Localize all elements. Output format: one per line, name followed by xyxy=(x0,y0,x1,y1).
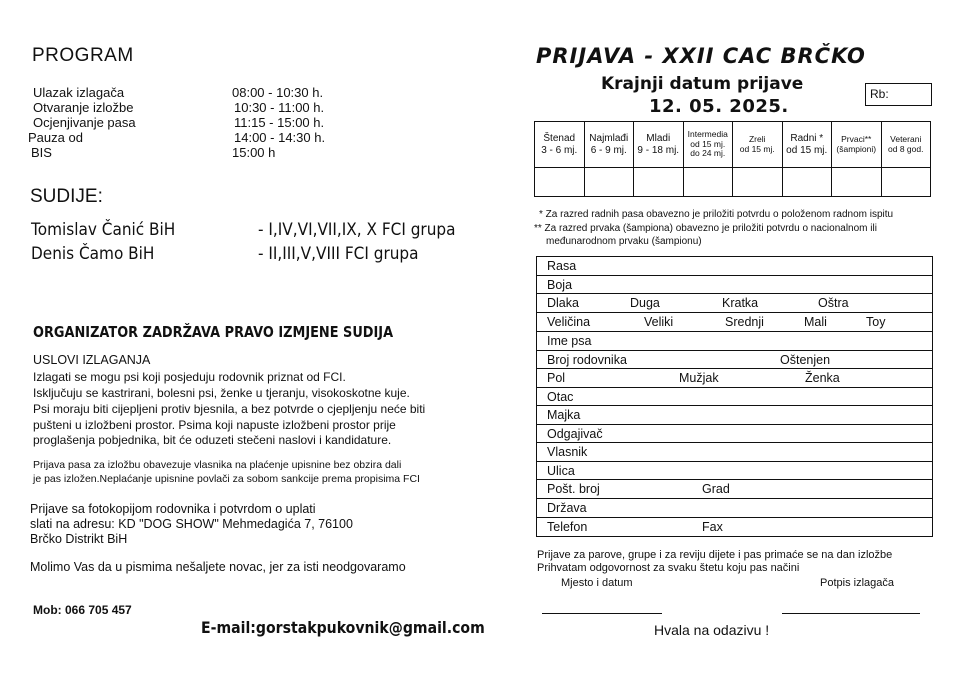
judge-groups: - II,III,V,VIII FCI grupa xyxy=(258,244,419,264)
option-duga[interactable]: Duga xyxy=(630,296,660,310)
option-mali[interactable]: Mali xyxy=(804,315,827,329)
form-row-velicina[interactable] xyxy=(537,313,932,332)
entry-form xyxy=(536,256,933,537)
form-row-dlaka[interactable] xyxy=(537,294,932,313)
form-row-majka[interactable] xyxy=(537,406,932,425)
conditions-title: USLOVI IZLAGANJA xyxy=(33,353,151,367)
class-checkbox-row xyxy=(535,168,931,197)
declaration-line: Prijave za parove, grupe i za reviju dijete i pas primaće se na dan izložbe xyxy=(537,549,893,561)
judges-title: SUDIJE: xyxy=(30,186,103,207)
class-checkbox-cell[interactable] xyxy=(634,168,684,197)
class-veterani: Veterani od 8 god. xyxy=(881,122,931,168)
form-label: Odgajivač xyxy=(547,427,603,441)
form-row-ulica[interactable] xyxy=(537,462,932,480)
form-row-pol[interactable] xyxy=(537,369,932,388)
class-checkbox-cell[interactable] xyxy=(832,168,882,197)
rb-field[interactable] xyxy=(865,83,932,106)
conditions-line: proglašenja pobjednika, bit će oduzeti stečeni naslovi i kandidature. xyxy=(33,433,392,447)
form-row-vlasnik[interactable] xyxy=(537,443,932,462)
option-veliki[interactable]: Veliki xyxy=(644,315,674,329)
address-line: slati na adresu: KD "DOG SHOW" Mehmedagića 7, 76100 xyxy=(30,517,353,531)
deadline-label: Krajnji datum prijave xyxy=(601,74,804,94)
place-date-line[interactable] xyxy=(542,613,662,614)
class-checkbox-cell[interactable] xyxy=(535,168,585,197)
form-row-rasa[interactable] xyxy=(537,257,932,276)
thanks-text: Hvala na odazivu ! xyxy=(654,622,770,638)
class-header-row xyxy=(535,122,931,168)
payment-note-line: Prijava pasa za izložbu obavezuje vlasnika na plaćenje upisnine bez obzira dali xyxy=(33,459,402,471)
schedule-time: 14:00 - 14:30 h. xyxy=(234,130,326,145)
schedule-label: Pauza od xyxy=(28,130,83,145)
class-najmladi: Najmlađi 6 - 9 mj. xyxy=(584,122,634,168)
schedule-label: Otvaranje izložbe xyxy=(33,100,134,115)
class-table xyxy=(534,121,931,197)
form-row-otac[interactable] xyxy=(537,388,932,406)
conditions-line: Izlagati se mogu psi koji posjeduju rodovnik priznat od FCI. xyxy=(33,370,346,384)
form-row-telefon[interactable] xyxy=(537,518,932,537)
option-zenka[interactable]: Ženka xyxy=(805,371,840,385)
option-kratka[interactable]: Kratka xyxy=(722,296,759,310)
signature-line[interactable] xyxy=(782,613,920,614)
conditions-line: pušteni u izložbeni prostor. Psima koji napuste izložbeni prostor prije xyxy=(33,418,396,432)
signature-label: Potpis izlagača xyxy=(820,577,894,589)
form-row-boja[interactable] xyxy=(537,276,932,294)
field-fax-label: Fax xyxy=(702,520,723,534)
form-label: Vlasnik xyxy=(547,445,588,459)
option-toy[interactable]: Toy xyxy=(866,315,886,329)
form-label: Veličina xyxy=(547,315,591,329)
option-srednji[interactable]: Srednji xyxy=(725,315,764,329)
program-title: PROGRAM xyxy=(32,45,134,66)
class-checkbox-cell[interactable] xyxy=(881,168,931,197)
conditions-line: Psi moraju biti cijepljeni protiv bjesnila, a bez potvrde o cjepljenju neće biti xyxy=(33,402,426,416)
option-ostra[interactable]: Oštra xyxy=(818,296,849,310)
money-notice: Molimo Vas da u pismima nešaljete novac, jer za isti neodgovaramo xyxy=(30,560,406,574)
organizer-notice: ORGANIZATOR ZADRŽAVA PRAVO IZMJENE SUDIJA xyxy=(33,323,394,341)
email-address: E-mail:gorstakpukovnik@gmail.com xyxy=(201,618,485,637)
form-row-odgajivac[interactable] xyxy=(537,425,932,443)
class-radni: Radni * od 15 mj. xyxy=(782,122,832,168)
place-date-label: Mjesto i datum xyxy=(561,577,633,589)
field-grad-label: Grad xyxy=(702,482,730,496)
class-intermedia: Intermedia od 15 mj. do 24 mj. xyxy=(683,122,733,168)
form-label: Pol xyxy=(547,371,566,385)
payment-note-line: je pas izložen.Neplaćanje upisnine povlači za sobom sankcije prema propisima FCI xyxy=(33,473,420,485)
judge-name: Tomislav Čanić BiH xyxy=(31,220,176,240)
judge-groups: - I,IV,VI,VII,IX, X FCI grupa xyxy=(258,220,456,240)
rb-label: Rb: xyxy=(870,87,889,101)
form-label: Ulica xyxy=(547,464,575,478)
form-label: Rasa xyxy=(547,259,577,273)
class-checkbox-cell[interactable] xyxy=(683,168,733,197)
class-zreli: Zreli od 15 mj. xyxy=(733,122,783,168)
schedule-label: Ulazak izlagača xyxy=(33,85,125,100)
class-checkbox-cell[interactable] xyxy=(584,168,634,197)
form-label: Broj rodovnika xyxy=(547,353,627,367)
option-muzjak[interactable]: Mužjak xyxy=(679,371,719,385)
schedule-label: Ocjenjivanje pasa xyxy=(33,115,136,130)
schedule-time: 15:00 h xyxy=(232,145,276,160)
form-label: Dlaka xyxy=(547,296,579,310)
declaration-line: Prihvatam odgovornost za svaku štetu koju pas načini xyxy=(537,562,800,574)
judge-name: Denis Čamo BiH xyxy=(31,244,155,264)
class-checkbox-cell[interactable] xyxy=(733,168,783,197)
footnote-line: međunarodnom prvaku (šampionu) xyxy=(546,236,702,247)
form-label: Telefon xyxy=(547,520,588,534)
field-ostenjen-label: Oštenjen xyxy=(780,353,831,367)
form-label: Majka xyxy=(547,408,581,422)
conditions-line: Isključuju se kastrirani, bolesni psi, ženke u tjeranju, visokoskotne kuje. xyxy=(33,386,410,400)
form-row-drzava[interactable] xyxy=(537,499,932,518)
footnote-line: ** Za razred prvaka (šampiona) obavezno je priložiti potvrdu o nacionalnom ili xyxy=(534,223,877,234)
schedule-time: 08:00 - 10:30 h. xyxy=(232,85,324,100)
form-label: Pošt. broj xyxy=(547,482,600,496)
deadline-date: 12. 05. 2025. xyxy=(649,96,789,117)
form-title: PRIJAVA - XXII CAC BRČKO xyxy=(536,44,866,68)
form-label: Otac xyxy=(547,390,574,404)
form-label: Država xyxy=(547,501,587,515)
schedule-label: BIS xyxy=(31,145,52,160)
schedule-time: 11:15 - 15:00 h. xyxy=(234,115,325,130)
address-line: Brčko Distrikt BiH xyxy=(30,532,128,546)
schedule-time: 10:30 - 11:00 h. xyxy=(234,100,325,115)
form-row-post-broj[interactable] xyxy=(537,480,932,499)
footnote-line: * Za razred radnih pasa obavezno je priložiti potvrdu o položenom radnom ispitu xyxy=(539,209,894,220)
class-checkbox-cell[interactable] xyxy=(782,168,832,197)
form-row-broj-rodovnika[interactable] xyxy=(537,351,932,369)
class-prvaci: Prvaci** (šampioni) xyxy=(832,122,882,168)
mobile-number: Mob: 066 705 457 xyxy=(33,603,132,617)
class-mladi: Mladi 9 - 18 mj. xyxy=(634,122,684,168)
address-line: Prijave sa fotokopijom rodovnika i potvrdom o uplati xyxy=(30,502,316,516)
form-row-ime-psa[interactable] xyxy=(537,332,932,351)
class-stenad: Štenad 3 - 6 mj. xyxy=(535,122,585,168)
form-label: Ime psa xyxy=(547,334,592,348)
form-label: Boja xyxy=(547,278,573,292)
